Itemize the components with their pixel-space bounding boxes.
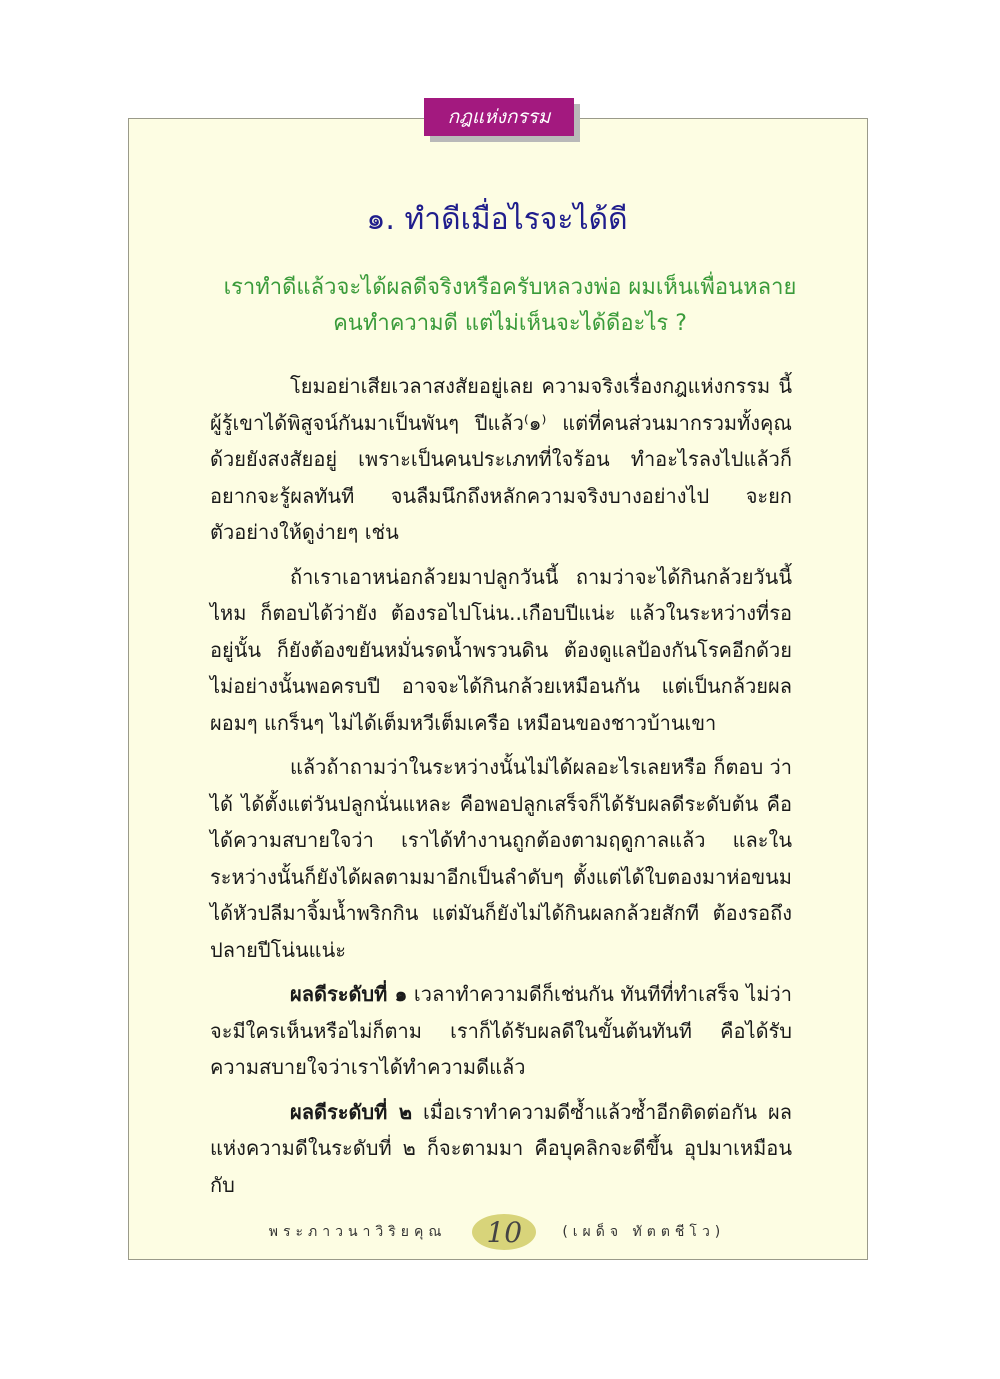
footer	[128, 1212, 866, 1252]
paragraph-text: แล้วถ้าถามว่าในระหว่างนั้นไม่ได้ผลอะไรเลยหรือ ก็ตอบ ว่าได้ ได้ตั้งแต่วันปลูกนั่นแหละ คือพอปลูกเสร็จก็ได้รับผลดีระดับต้น คือได้ความสบายใจว่า เราได้ทำงานถูกต้องตามฤดูกาลแล้ว และในระหว่างนั้นก็ยังได้ผลตามมาอีกเป็นลำดับๆ ตั้งแต่ได้ใบตองมาห่อขนม ได้หัวปลีมาจิ้มน้ำพริกกิน แต่มันก็ยังไม่ได้กินผลกล้วยสักที ต้องรอถึงปลายปีโน่นแน่ะ	[210, 755, 792, 962]
paragraph-heading: ผลดีระดับที่ ๒	[290, 1099, 413, 1124]
paragraph-4	[210, 976, 792, 1086]
question-line-1: เราทำดีแล้วจะได้ผลดีจริงหรือครับหลวงพ่อ ผมเห็นเพื่อนหลาย	[223, 275, 797, 300]
paragraph-text: เวลาทำความดีก็เช่นกัน ทันทีที่ทำเสร็จ ไม่ว่าจะมีใครเห็นหรือไม่ก็ตาม เราก็ได้รับผลดีในขั้นต้นทันที คือได้รับความสบายใจว่าเราได้ทำความดีแล้ว	[210, 982, 792, 1079]
paragraph-text: ถ้าเราเอาหน่อกล้วยมาปลูกวันนี้ ถามว่าจะได้กินกล้วยวันนี้ไหม ก็ตอบได้ว่ายัง ต้องรอไปโน่น..เกือบปีแน่ะ แล้วในระหว่างที่รออยู่นั้น ก็ยังต้องขยันหมั่นรดน้ำพรวนดิน ต้องดูแลป้องกันโรคอีกด้วย ไม่อย่างนั้นพอครบปี อาจจะได้กินกล้วยเหมือนกัน แต่เป็นกล้วยผลผอมๆ แกร็นๆ ไม่ได้เต็มหวีเต็มเครือ เหมือนของชาวบ้านเขา	[210, 564, 792, 735]
paragraph-5	[210, 1094, 792, 1204]
section-tab-label: กฎแห่งกรรม	[447, 106, 551, 128]
paragraph-2	[210, 559, 792, 742]
paragraph-heading: ผลดีระดับที่ ๑	[290, 982, 408, 1006]
body-text	[210, 368, 792, 1211]
chapter-title: ๑. ทำดีเมื่อไรจะได้ดี	[366, 202, 628, 237]
paragraph-1	[210, 368, 792, 551]
paragraph-text: โยมอย่าเสียเวลาสงสัยอยู่เลย ความจริงเรื่องกฎแห่งกรรม นี้ ผู้รู้เขาได้พิสูจน์กันมาเป็นพันๆ ปีแล้ว⁽๑⁾ แต่ที่คนส่วนมากรวมทั้งคุณด้วยยังสงสัยอยู่ เพราะเป็นคนประเภทที่ใจร้อน ทำอะไรลงไปแล้วก็อยากจะรู้ผลทันที จนลืมนึกถึงหลักความจริงบางอย่างไป จะยกตัวอย่างให้ดูง่ายๆ เช่น	[210, 374, 792, 544]
footer-book-title: พระภาวนาวิริยคุณ	[268, 1224, 447, 1240]
footer-author: (เผด็จ ทัตตชีโว)	[562, 1224, 726, 1240]
paragraph-3	[210, 749, 792, 968]
page-number: 10	[472, 1214, 536, 1250]
section-tab	[424, 98, 574, 136]
paragraph-text: เมื่อเราทำความดีซ้ำแล้วซ้ำอีกติดต่อกัน ผลแห่งความดีในระดับที่ ๒ ก็จะตามมา คือบุคลิกจะดีขึ้น อุปมาเหมือนกับ	[210, 1099, 792, 1197]
question	[210, 270, 810, 342]
question-line-2: คนทำความดี แต่ไม่เห็นจะได้ดีอะไร ?	[333, 311, 687, 336]
